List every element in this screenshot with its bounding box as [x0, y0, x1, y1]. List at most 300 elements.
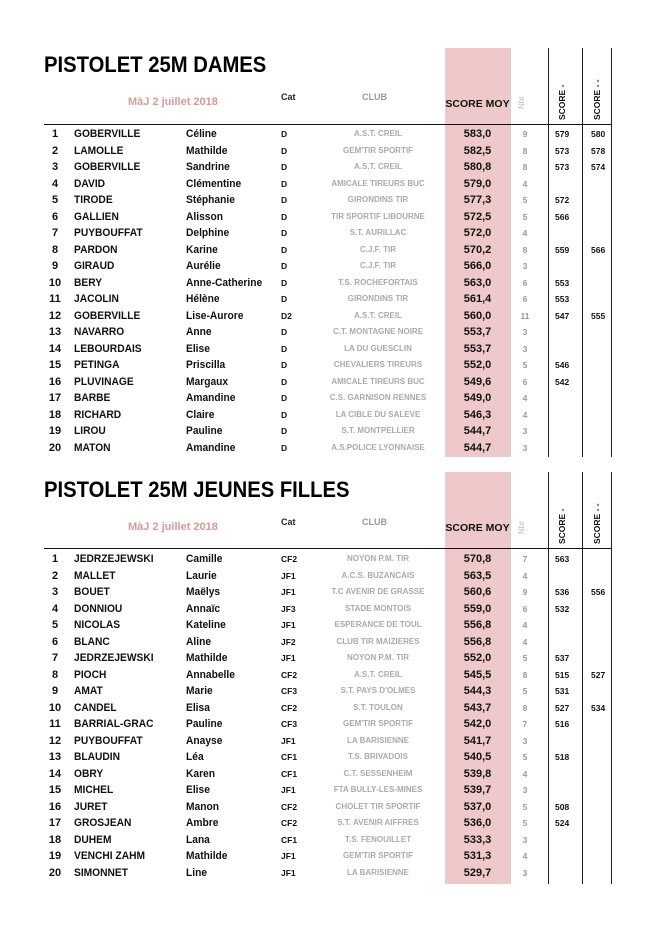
table-row [0, 143, 660, 160]
last-name: CANDEL [74, 701, 117, 714]
table-row [0, 700, 660, 717]
table-row [0, 225, 660, 242]
rank: 16 [48, 375, 62, 388]
first-name: Pauline [186, 718, 223, 730]
score-moy: 544,7 [463, 425, 492, 437]
update-date: MàJ 2 juillet 2018 [128, 96, 218, 108]
rank: 14 [48, 767, 62, 780]
club: C.T. MONTAGNE NOIRE [332, 327, 424, 336]
category: D [281, 162, 288, 172]
header-score-1: SCORE - [557, 508, 567, 544]
score-moy: 582,5 [463, 144, 492, 157]
nbr: 4 [522, 620, 528, 630]
score-moy: 529,7 [463, 866, 492, 879]
nbr: 4 [522, 228, 528, 238]
score-2: 555 [591, 310, 606, 321]
first-name: Alisson [186, 210, 223, 223]
last-name: LAMOLLE [74, 144, 124, 157]
club: S.T. AURILLAC [349, 228, 407, 237]
score-1: 553 [555, 294, 570, 304]
category: D [281, 261, 288, 271]
club: T.S. FENOUILLET [344, 834, 412, 844]
score-moy: 560,0 [463, 309, 492, 322]
score-moy: 549,0 [463, 392, 492, 404]
category: JF2 [281, 636, 296, 647]
last-name: GIRAUD [74, 260, 115, 272]
score-moy: 579,0 [463, 177, 492, 190]
category: JF3 [281, 603, 296, 614]
rank: 7 [51, 227, 59, 239]
table-row [0, 749, 660, 766]
nbr: 4 [522, 178, 528, 189]
table-row [0, 683, 660, 700]
header-rule [44, 548, 612, 549]
score-moy: 536,0 [463, 817, 492, 829]
score-1: 559 [555, 244, 570, 255]
category: CF3 [281, 686, 298, 696]
first-name: Maëlys [186, 586, 221, 598]
club: STADE MONTOIS [345, 603, 411, 613]
score-moy: 553,7 [463, 326, 492, 338]
category: D [281, 376, 288, 387]
score-moy: 553,7 [463, 342, 492, 355]
club: GIRONDINS TIR [347, 195, 409, 204]
nbr: 5 [522, 686, 528, 696]
first-name: Ambre [186, 817, 219, 829]
nbr: 5 [522, 360, 528, 370]
last-name: AMAT [74, 685, 103, 697]
score-moy: 549,6 [463, 375, 492, 388]
club: A.S.T. CREIL [353, 162, 402, 171]
last-name: GALLIEN [74, 210, 119, 223]
score-2: 556 [591, 587, 606, 597]
club: T.C AVENIR DE GRASSE [331, 587, 425, 596]
table-row [0, 374, 660, 391]
club: AMICALE TIREURS BUC [331, 376, 425, 386]
table-row [0, 324, 660, 341]
category: D [281, 426, 288, 436]
score-2: 580 [591, 129, 606, 139]
club: TIR SPORTIF LIBOURNE [331, 211, 425, 221]
last-name: GOBERVILLE [74, 309, 141, 322]
first-name: Elisa [186, 701, 210, 714]
header-score-2: SCORE - - [592, 79, 602, 120]
rank: 16 [48, 800, 62, 813]
nbr: 5 [522, 818, 528, 828]
first-name: Lise-Aurore [186, 309, 244, 322]
nbr: 4 [522, 851, 528, 861]
nbr: 5 [522, 752, 528, 762]
first-name: Amandine [186, 392, 236, 404]
score-moy: 563,0 [463, 276, 492, 289]
nbr: 3 [522, 867, 528, 878]
rank: 12 [48, 309, 62, 322]
category: D [281, 294, 288, 304]
rank: 1 [51, 553, 59, 565]
club: A.S.T. CREIL [353, 129, 402, 138]
first-name: Claire [186, 408, 215, 421]
score-moy: 543,7 [463, 701, 492, 714]
category: CF1 [281, 834, 298, 845]
score-moy: 583,0 [463, 128, 492, 140]
last-name: RICHARD [74, 408, 122, 421]
nbr: 7 [522, 719, 528, 729]
rank: 4 [51, 177, 59, 190]
rank: 17 [48, 817, 62, 829]
table-row [0, 551, 660, 568]
club: C.J.F. TIR [359, 261, 396, 270]
rank: 8 [51, 243, 59, 256]
header-club: CLUB [362, 517, 387, 527]
club: CHEVALIERS TIREURS [333, 360, 423, 369]
score-2: 578 [591, 145, 606, 156]
last-name: DAVID [74, 177, 106, 190]
last-name: LEBOURDAIS [74, 342, 142, 355]
table-row [0, 341, 660, 358]
rank: 12 [48, 734, 62, 747]
score-moy: 539,7 [463, 784, 492, 796]
nbr: 4 [522, 636, 528, 647]
table-row [0, 733, 660, 750]
nbr: 8 [522, 244, 528, 255]
club: LA BARISIENNE [347, 867, 409, 877]
category: JF1 [281, 620, 296, 630]
score-1: 547 [555, 310, 570, 321]
rank: 17 [48, 392, 62, 404]
rank: 14 [48, 342, 62, 355]
score-1: 542 [555, 376, 570, 387]
category: CF2 [281, 702, 298, 713]
first-name: Marie [186, 685, 213, 697]
rank: 15 [48, 359, 62, 371]
rank: 13 [48, 751, 62, 763]
rank: 20 [48, 866, 62, 879]
rank: 11 [49, 293, 61, 305]
score-moy: 544,7 [463, 441, 492, 454]
table-row [0, 865, 660, 882]
first-name: Manon [186, 800, 219, 813]
table-row [0, 440, 660, 457]
nbr: 5 [522, 653, 528, 663]
first-name: Priscilla [186, 359, 226, 371]
category: D [281, 178, 288, 189]
score-2: 527 [591, 669, 606, 680]
category: D [281, 277, 288, 288]
score-moy: 572,0 [463, 227, 492, 239]
rank: 5 [51, 619, 59, 631]
score-moy: 533,3 [463, 833, 492, 846]
club: GEM'TIR SPORTIF [343, 145, 413, 155]
score-moy: 556,8 [463, 635, 492, 648]
category: JF1 [281, 653, 296, 663]
rank: 9 [51, 685, 59, 697]
update-date: MàJ 2 juillet 2018 [128, 521, 218, 533]
rank: 19 [48, 850, 62, 862]
last-name: BARBE [74, 392, 111, 404]
first-name: Céline [186, 128, 217, 140]
nbr: 3 [522, 834, 528, 845]
nbr: 4 [522, 570, 528, 581]
table-row [0, 176, 660, 193]
score-1: 566 [555, 211, 570, 222]
table-row [0, 258, 660, 275]
category: JF1 [281, 851, 296, 861]
category: CF2 [281, 554, 298, 564]
last-name: DUHEM [74, 833, 112, 846]
score-1: 579 [555, 129, 570, 139]
nbr: 4 [522, 393, 528, 403]
nbr: 5 [522, 211, 528, 222]
table-row [0, 799, 660, 816]
table-row [0, 357, 660, 374]
score-1: 516 [555, 719, 570, 729]
last-name: PUYBOUFFAT [74, 734, 143, 747]
category: D [281, 195, 288, 205]
first-name: Elise [186, 784, 210, 796]
table-row [0, 159, 660, 176]
score-moy: 559,0 [463, 602, 492, 615]
category: D [281, 343, 288, 354]
category: D2 [281, 310, 292, 321]
score-1: 532 [555, 603, 570, 614]
score-1: 527 [555, 702, 570, 713]
club: C.J.F. TIR [359, 244, 396, 254]
table-row [0, 815, 660, 832]
rank: 6 [51, 635, 59, 648]
score-moy: 556,8 [463, 619, 492, 631]
nbr: 5 [522, 801, 528, 812]
first-name: Margaux [186, 375, 229, 388]
header-rule [44, 124, 612, 125]
rank: 20 [48, 441, 62, 454]
table-row [0, 832, 660, 849]
table-row [0, 617, 660, 634]
rank: 7 [51, 652, 59, 664]
last-name: VENCHI ZAHM [74, 850, 146, 862]
last-name: JACOLIN [74, 293, 119, 305]
nbr: 4 [522, 768, 528, 779]
last-name: MATON [74, 441, 111, 454]
score-moy: 580,8 [463, 161, 492, 173]
last-name: DONNIOU [74, 602, 123, 615]
score-moy: 570,2 [463, 243, 492, 256]
header-score-moy: SCORE MOY [445, 98, 510, 110]
club: S.T. PAYS D'OLMES [340, 686, 416, 695]
score-moy: 552,0 [463, 359, 492, 371]
last-name: JEDRZEJEWSKI [74, 553, 154, 565]
first-name: Anayse [186, 734, 223, 747]
last-name: PETINGA [74, 359, 120, 371]
first-name: Hélène [186, 293, 220, 305]
club: C.T. SESSENHEIM [343, 768, 413, 778]
first-name: Lana [186, 833, 210, 846]
last-name: GOBERVILLE [74, 128, 141, 140]
table-row [0, 601, 660, 618]
first-name: Karine [186, 243, 218, 256]
last-name: PIOCH [74, 668, 107, 681]
club: ESPERANCE DE TOUL [334, 620, 422, 629]
category: JF1 [281, 735, 296, 746]
nbr: 3 [522, 261, 528, 271]
rank: 13 [48, 326, 62, 338]
header-club: CLUB [362, 92, 387, 102]
nbr: 6 [522, 277, 528, 288]
category: D [281, 145, 288, 156]
score-2: 574 [591, 162, 606, 172]
rank: 6 [51, 210, 59, 223]
category: CF1 [281, 768, 298, 779]
first-name: Aurélie [186, 260, 221, 272]
first-name: Elise [186, 342, 210, 355]
table-row [0, 667, 660, 684]
club: LA BARISIENNE [347, 735, 409, 745]
rank: 10 [48, 276, 62, 289]
category: D [281, 327, 288, 337]
rank: 2 [51, 144, 59, 157]
table-row [0, 308, 660, 325]
score-1: 546 [555, 360, 570, 370]
table-row [0, 275, 660, 292]
first-name: Stéphanie [186, 194, 235, 206]
category: CF2 [281, 818, 298, 828]
last-name: GROSJEAN [74, 817, 132, 829]
nbr: 3 [522, 343, 528, 354]
category: D [281, 244, 288, 255]
category: CF1 [281, 752, 298, 762]
first-name: Delphine [186, 227, 230, 239]
club: C.S. GARNISON RENNES [329, 393, 427, 402]
header-cat: Cat [281, 92, 296, 102]
score-1: 553 [555, 277, 570, 288]
rank: 2 [51, 569, 59, 582]
last-name: BERY [74, 276, 103, 289]
table-row [0, 716, 660, 733]
last-name: MICHEL [74, 784, 114, 796]
club: NOYON P.M. TIR [346, 653, 410, 662]
club: LA DU GUESCLIN [344, 343, 412, 353]
score-moy: 546,3 [463, 408, 492, 421]
score-moy: 572,5 [463, 210, 492, 223]
score-moy: 545,5 [463, 668, 492, 681]
table-row [0, 291, 660, 308]
club: FTA BULLY-LES-MINES [333, 785, 423, 794]
rank: 4 [51, 602, 59, 615]
last-name: TIRODE [74, 194, 113, 206]
club: A.C.S. BUZANCAIS [341, 570, 415, 580]
nbr: 5 [522, 195, 528, 205]
rank: 19 [48, 425, 62, 437]
first-name: Léa [186, 751, 204, 763]
last-name: OBRY [74, 767, 104, 780]
score-1: 572 [555, 195, 570, 205]
nbr: 3 [522, 426, 528, 436]
nbr: 8 [522, 162, 528, 172]
club: S.T. MONTPELLIER [341, 426, 415, 435]
score-1: 531 [555, 686, 570, 696]
table-row [0, 568, 660, 585]
rank: 9 [51, 260, 59, 272]
first-name: Clémentine [186, 177, 242, 190]
nbr: 3 [522, 785, 528, 795]
table-row [0, 390, 660, 407]
nbr: 6 [522, 376, 528, 387]
score-moy: 560,6 [463, 586, 492, 598]
club: GEM'TIR SPORTIF [343, 719, 413, 728]
first-name: Aline [186, 635, 212, 648]
category: D [281, 409, 288, 420]
rank: 15 [48, 784, 62, 796]
last-name: GOBERVILLE [74, 161, 141, 173]
header-score-moy: SCORE MOY [445, 522, 510, 534]
last-name: PUYBOUFFAT [74, 227, 143, 239]
nbr: 3 [522, 442, 528, 453]
club: A.S.POLICE LYONNAISE [331, 442, 425, 452]
first-name: Anne-Catherine [186, 276, 263, 289]
score-moy: 537,0 [463, 800, 492, 813]
nbr: 9 [522, 587, 528, 597]
first-name: Karen [186, 767, 216, 780]
rank: 10 [48, 701, 62, 714]
first-name: Annaïc [186, 602, 221, 615]
first-name: Line [186, 866, 208, 879]
category: D [281, 360, 288, 370]
table-row [0, 242, 660, 259]
header-score-1: SCORE - [557, 84, 567, 120]
score-1: 537 [555, 653, 570, 663]
last-name: PARDON [74, 243, 118, 256]
score-moy: 563,5 [463, 569, 492, 582]
first-name: Camille [186, 553, 223, 565]
last-name: PLUVINAGE [74, 375, 134, 388]
nbr: 3 [522, 327, 528, 337]
first-name: Anne [186, 326, 212, 338]
score-1: 518 [555, 752, 570, 762]
category: CF3 [281, 719, 298, 729]
club: T.S. ROCHEFORTAIS [338, 277, 418, 287]
section-title: PISTOLET 25M JEUNES FILLES [44, 477, 350, 502]
score-moy: 542,0 [463, 718, 492, 730]
rank: 18 [48, 833, 62, 846]
category: D [281, 211, 288, 222]
nbr: 8 [522, 702, 528, 713]
first-name: Mathilde [186, 652, 228, 664]
score-moy: 561,4 [463, 293, 492, 305]
last-name: JEDRZEJEWSKI [74, 652, 154, 664]
nbr: 3 [522, 735, 528, 746]
club: LA CIBLE DU SALEVE [335, 409, 421, 419]
score-1: 563 [555, 554, 570, 564]
score-moy: 541,7 [463, 734, 492, 747]
table-row [0, 192, 660, 209]
club: CHOLET TIR SPORTIF [335, 801, 421, 811]
category: CF2 [281, 669, 298, 680]
score-1: 508 [555, 801, 570, 812]
table-row [0, 407, 660, 424]
nbr: 6 [522, 603, 528, 614]
header-cat: Cat [281, 517, 296, 527]
club: CLUB TIR MAIZIERES [336, 636, 420, 646]
score-1: 536 [555, 587, 570, 597]
table-row [0, 584, 660, 601]
category: JF1 [281, 587, 296, 597]
category: D [281, 228, 288, 238]
score-moy: 570,8 [463, 553, 492, 565]
category: JF1 [281, 785, 296, 795]
last-name: JURET [74, 800, 108, 813]
last-name: NICOLAS [74, 619, 121, 631]
first-name: Sandrine [186, 161, 230, 173]
club: S.T. AVENIR AIFFRES [337, 818, 419, 827]
